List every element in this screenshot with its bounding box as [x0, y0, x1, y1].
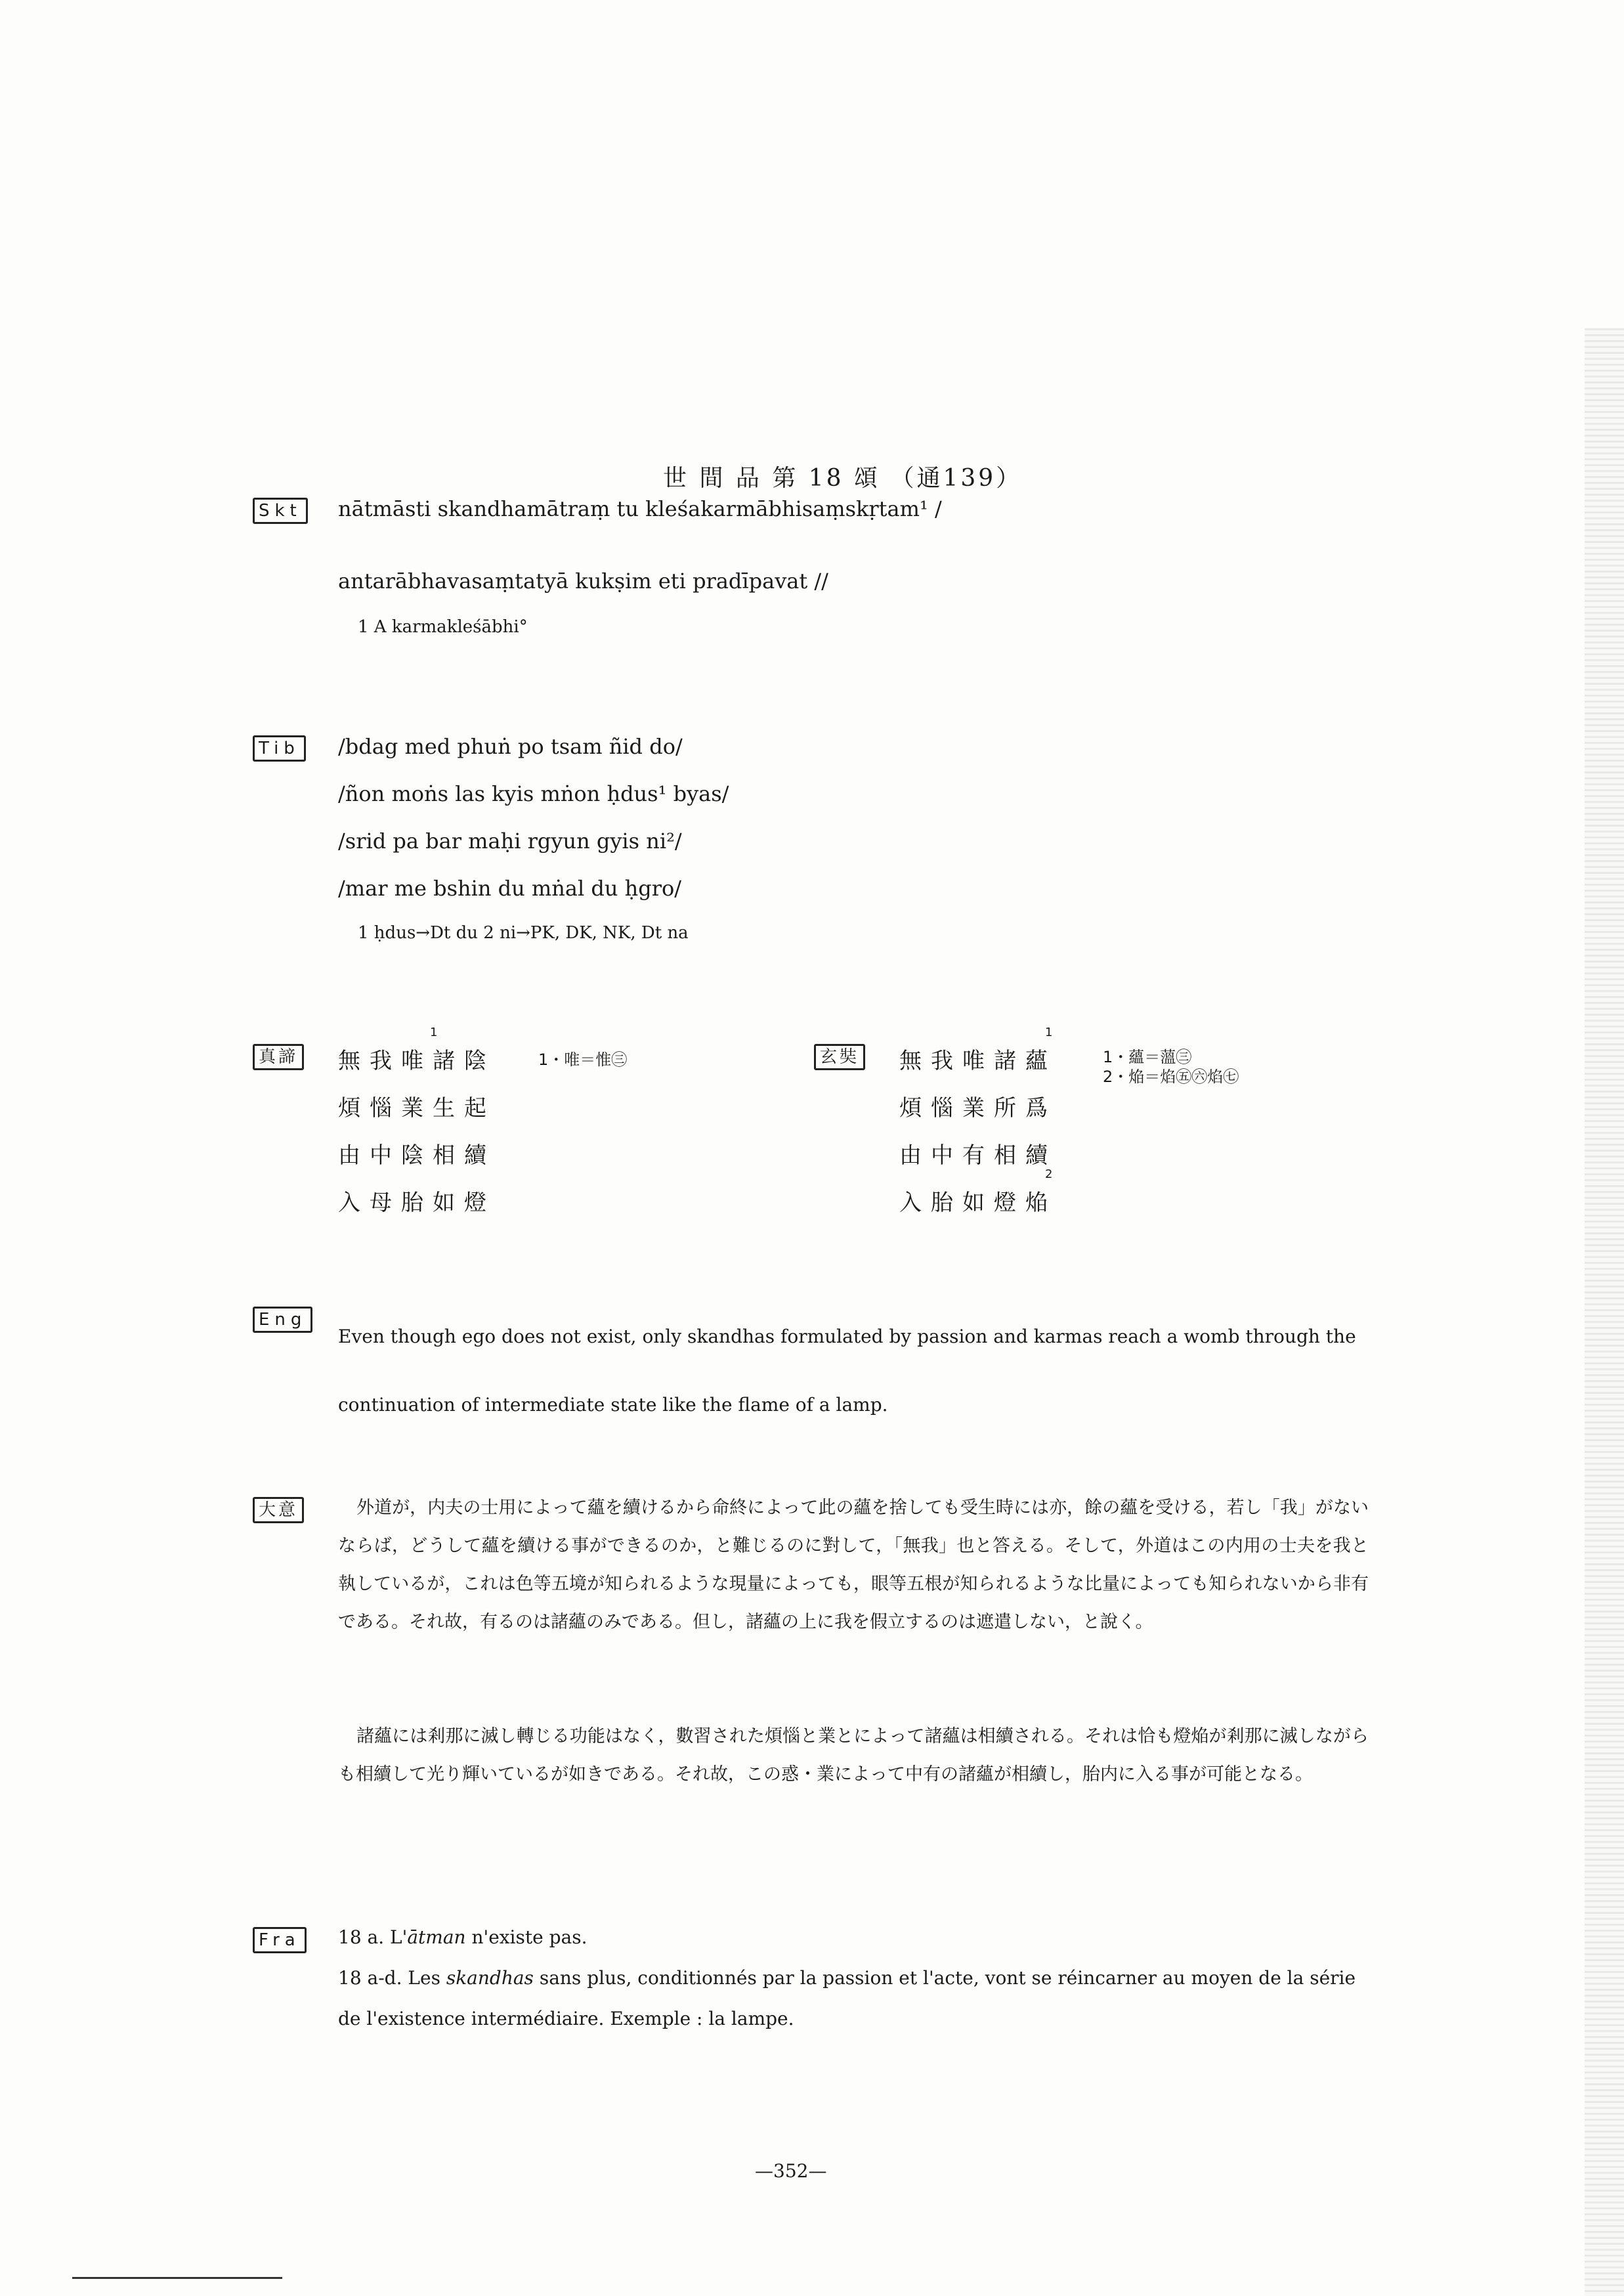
xuanzang-note-1: 1・蘊＝薀㊂	[1103, 1048, 1192, 1066]
zhendi-line-4: 入母胎如燈	[338, 1190, 496, 1216]
xuanzang-sup-1: 1	[1045, 1026, 1053, 1039]
tib-line-4: /mar me bshin du mṅal du ḥgro/	[338, 876, 682, 901]
tag-daii: 大意	[253, 1497, 304, 1523]
daii-paragraph-1: 外道が，内夫の士用によって蘊を續けるから命終によって此の蘊を捨しても受生時には亦，餘の蘊を受ける，若し「我」がないならば，どうして蘊を續ける事ができるのか，と難じるのに對して，「無我」也と答える。そして，外道はこの内用の士夫を我と執しているが，これは色等五境が知られるような現量によっても，眼等五根が知られるような比量によっても知られないから非有である。それ故，有るのは諸蘊のみである。但し，諸蘊の上に我を假立するのは遮遣しない，と說く。	[338, 1498, 1369, 1632]
skt-line-2: antarābhavasaṃtatyā kukṣim eti pradīpavat //	[338, 569, 828, 594]
fra-line-1-em: ātman	[407, 1926, 466, 1948]
xuanzang-line-1: 無我唯諸蘊	[899, 1048, 1057, 1074]
skt-note: 1 A karmakleśābhi°	[358, 617, 528, 637]
daii-paragraph-2: 諸蘊には剎那に滅し轉じる功能はなく，數習された煩惱と業とによって諸蘊は相續される。それは恰も燈焔が剎那に滅しながらも相續して光り輝いているが如きである。それ故，この惑・業によって中有の諸蘊が相續し，胎内に入る事が可能となる。	[338, 1726, 1369, 1785]
fra-line-2-rest: sans plus, conditionnés par la passion et l'acte, vont se réincarner au moyen de la série	[533, 1967, 1356, 1989]
fra-line-1	[338, 1926, 1369, 1948]
tib-line-2: /ñon moṅs las kyis mṅon ḥdus¹ byas/	[338, 781, 729, 806]
xuanzang-line-2: 煩惱業所爲	[899, 1095, 1057, 1121]
tag-zhendi: 真諦	[253, 1044, 304, 1070]
tag-fra: Fra	[253, 1927, 307, 1953]
xuanzang-line-4: 入胎如燈焔	[899, 1190, 1057, 1216]
xuanzang-note-2: 2・焔＝焰㊄㊅焰㊆	[1103, 1068, 1239, 1086]
xuanzang-line-3: 由中有相續	[899, 1142, 1057, 1169]
footer-rule	[72, 2277, 282, 2279]
fra-line-1-rest: n'existe pas.	[465, 1926, 588, 1948]
zhendi-note: 1・唯＝惟㊂	[538, 1051, 628, 1069]
zhendi-sup: 1	[430, 1026, 438, 1039]
zhendi-line-3: 由中陰相續	[338, 1142, 496, 1169]
tib-line-3: /srid pa bar maḥi rgyun gyis ni²/	[338, 829, 682, 854]
tag-eng: Eng	[253, 1307, 312, 1333]
zhendi-line-1: 無我唯諸陰	[338, 1048, 496, 1074]
tag-xuanzang: 玄奘	[814, 1044, 865, 1070]
fra-line-3: de l'existence intermédiaire. Exemple : la lampe.	[338, 2008, 794, 2029]
zhendi-line-2: 煩惱業生起	[338, 1095, 496, 1121]
xuanzang-sup-2: 2	[1045, 1167, 1053, 1181]
tag-tib: Tib	[253, 735, 306, 762]
page-title: 世 間 品 第 18 頌 （通139）	[663, 465, 1023, 492]
fra-line-1-num: 18 a. L'	[338, 1926, 408, 1948]
tib-note: 1 ḥdus→Dt du 2 ni→PK, DK, NK, Dt na	[358, 923, 689, 943]
fra-line-2-num: 18 a-d. Les	[338, 1967, 446, 1989]
tag-skt: Skt	[253, 498, 308, 524]
fra-line-2	[338, 1967, 1369, 1989]
skt-line-1: nātmāsti skandhamātraṃ tu kleśakarmābhisaṃskṛtam¹ /	[338, 496, 942, 521]
scan-edge	[1585, 328, 1624, 2296]
eng-text: Even though ego does not exist, only skandhas formulated by passion and karmas reach a womb through the continuation of intermediate state like the flame of a lamp.	[338, 1326, 1356, 1416]
page-number: —352—	[755, 2160, 827, 2182]
fra-line-2-em: skandhas	[446, 1967, 534, 1989]
tib-line-1: /bdag med phuṅ po tsam ñid do/	[338, 734, 683, 759]
